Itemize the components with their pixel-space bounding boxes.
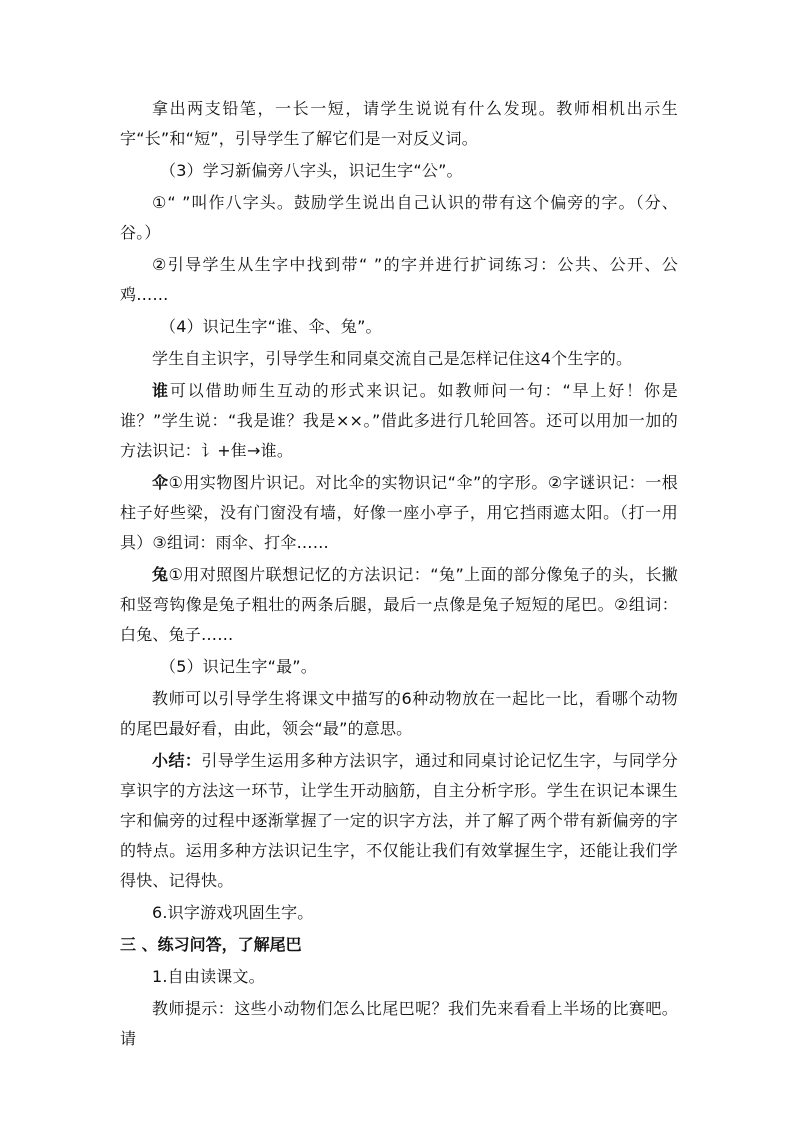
document-page [120, 94, 678, 1056]
summary-label: 小结： [152, 751, 202, 770]
paragraph-shui-text: 可以借助师生互动的形式来识记。如教师问一句：“早上好！你是谁？”学生说：“我是谁？我是××。”借此多进行几轮回答。还可以用加一加的方法识记：讠+隹→谁。 [120, 381, 679, 460]
char-label-shui: 谁 [152, 381, 170, 400]
paragraph-summary [120, 746, 678, 896]
paragraph-san-text: ①用实物图片识记。对比伞的实物识记“伞”的字形。②字谜识记：一根柱子好些梁，没有门窗没有墙，好像一座小亭子，用它挡雨遮太阳。（打一用具）③组词：雨伞、打伞…… [120, 473, 679, 552]
paragraph-tu [120, 560, 678, 650]
char-label-san: 伞 [152, 473, 169, 492]
paragraph-step-3: （3）学习新偏旁八字头，识记生字“公”。 [160, 161, 463, 180]
paragraph-san [120, 468, 678, 558]
paragraph-summary-text: 引导学生运用多种方法识字，通过和同桌讨论记忆生字，与同学分享识字的方法这一环节，让学生开动脑筋，自主分析字形。学生在识记本课生字和偏旁的过程中逐渐掌握了一定的识字方法，并了解了两个带有新偏旁的字的特点。运用多种方法识记生字，不仅能让我们有效掌握生字，还能让我们学得快、记得快。 [120, 751, 678, 890]
paragraph-self-study: 学生自主识字，引导学生和同桌交流自己是怎样记住这4个生字的。 [152, 349, 633, 368]
paragraph-tu-text: ①用对照图片联想记忆的方法识记：“兔”上面的部分像兔子的头，长撇和竖弯钩像是兔子粗壮的两条后腿，最后一点像是兔子短短的尾巴。②组词：白兔、兔子…… [120, 565, 678, 644]
paragraph-game: 6.识字游戏巩固生字。 [152, 903, 314, 922]
paragraph-read: 1.自由读课文。 [152, 967, 265, 986]
char-label-tu: 兔 [152, 565, 169, 584]
paragraph-radical-name: ①“ ”叫作八字头。鼓励学生说出自己认识的带有这个偏旁的字。（分、谷。） [120, 193, 678, 242]
paragraph-pencils: 拿出两支铅笔，一长一短，请学生说说有什么发现。教师相机出示生字“长”和“短”，引导学生了解它们是一对反义词。 [120, 99, 678, 148]
paragraph-step-4: （4）识记生字“谁、伞、兔”。 [160, 317, 382, 336]
paragraph-zui: 教师可以引导学生将课文中描写的6种动物放在一起比一比，看哪个动物的尾巴最好看，由此，领会“最”的意思。 [120, 689, 678, 738]
paragraph-step-5: （5）识记生字“最”。 [160, 657, 317, 676]
paragraph-teacher-hint: 教师提示：这些小动物们怎么比尾巴呢？我们先来看看上半场的比赛吧。请 [120, 999, 678, 1048]
paragraph-shui [120, 376, 678, 466]
paragraph-word-extension: ②引导学生从生字中找到带“ ”的字并进行扩词练习：公共、公开、公鸡…… [120, 255, 678, 304]
section-heading-3: 三 、练习问答，了解尾巴 [120, 935, 302, 954]
